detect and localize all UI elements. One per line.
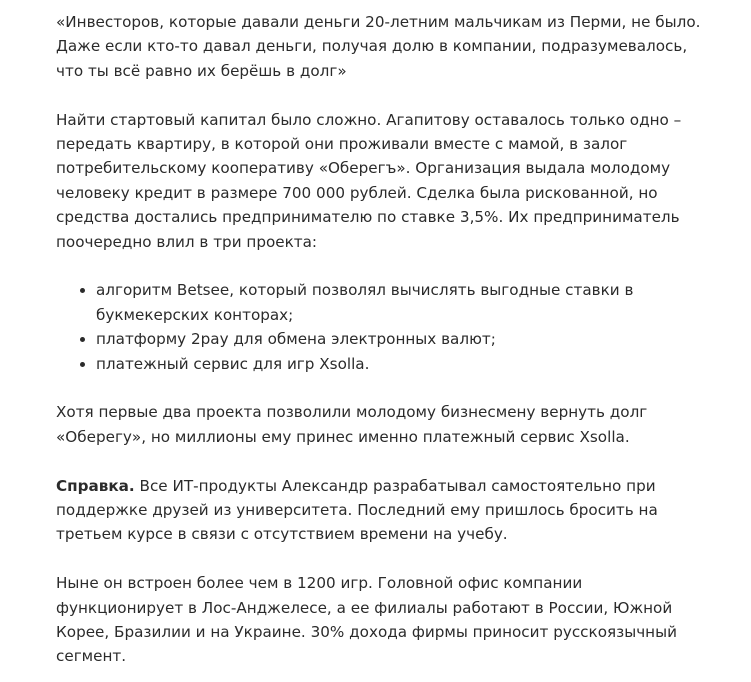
projects-list <box>56 278 711 376</box>
list-item: • платежный сервис для игр Xsolla. <box>96 352 711 376</box>
note-paragraph <box>56 474 711 547</box>
quote-paragraph: «Инвесторов, которые давали деньги 20-летним мальчикам из Перми, не было. Даже если кто-то давал деньги, получая долю в компании, подразумевалось, что ты всё равно их берёшь в долг» <box>56 13 701 80</box>
debt-paragraph: Хотя первые два проекта позволили молодому бизнесмену вернуть долг «Оберегу», но миллионы ему принес именно платежный сервис Xsolla. <box>56 403 648 446</box>
capital-paragraph: Найти стартовый капитал было сложно. Агапитову оставалось только одно – передать квартиру, в которой они проживали вместе с мамой, в залог потребительскому кооперативу «Оберегъ». Организация выдала молодому человеку кредит в размере 700 000 рублей. Сделка была рискованной, но средства достались предпринимателю по ставке 3,5%. Их предприниматель поочередно влил в три проекта: <box>56 110 682 251</box>
list-item: • платформу 2pay для обмена электронных валют; <box>96 327 711 351</box>
note-text: Все ИТ-продукты Александр разрабатывал самостоятельно при поддержке друзей из университета. Последний ему пришлось бросить на третьем курсе в связи с отсутствием времени на учебу. <box>56 476 658 544</box>
list-item: • алгоритм Betsee, который позволял вычислять выгодные ставки в букмекерских конторах; <box>96 278 711 327</box>
note-label: Справка. <box>56 476 135 495</box>
now-paragraph: Ныне он встроен более чем в 1200 игр. Головной офис компании функционирует в Лос-Анджелесе, а ее филиалы работают в России, Южной Корее, Бразилии и на Украине. 30% дохода фирмы приносит русскоязычный сегмент. <box>56 574 677 666</box>
